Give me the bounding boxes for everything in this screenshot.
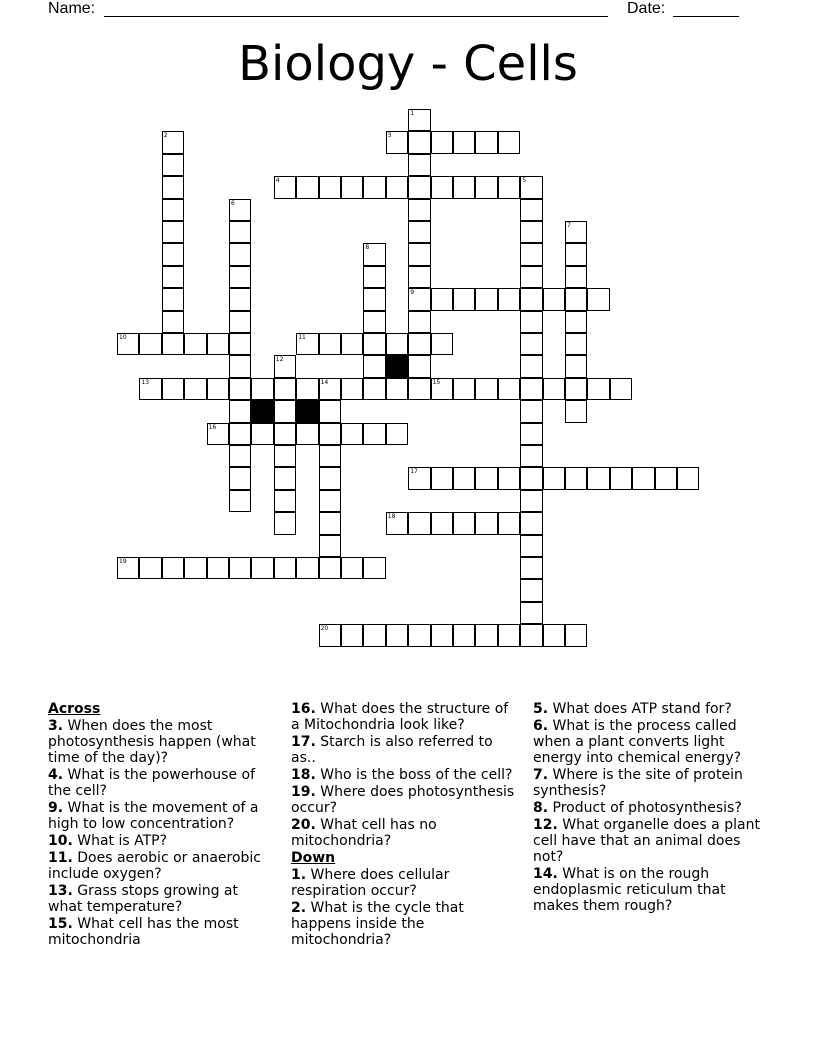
grid-cell[interactable] — [610, 467, 632, 489]
grid-cell[interactable] — [632, 467, 654, 489]
grid-cell[interactable] — [587, 288, 609, 310]
clue-number: 13 — [141, 378, 150, 386]
grid-cell[interactable] — [386, 378, 408, 400]
grid-cell[interactable] — [229, 490, 251, 512]
grid-cell[interactable] — [453, 288, 475, 310]
grid-cell[interactable] — [520, 490, 542, 512]
down-clue-7: 7. Where is the site of protein synthesis? — [533, 767, 743, 799]
clue-number: 19 — [119, 558, 127, 565]
grid-cell[interactable] — [498, 378, 520, 400]
grid-cell[interactable] — [565, 355, 587, 377]
grid-cell[interactable] — [229, 445, 251, 467]
grid-cell[interactable] — [431, 378, 453, 400]
clue-number: 16 — [208, 423, 217, 431]
grid-cell[interactable] — [475, 512, 497, 534]
across-clue-4: 4. What is the powerhouse of the cell? — [48, 767, 255, 799]
grid-cell[interactable] — [565, 400, 587, 422]
grid-cell[interactable] — [229, 266, 251, 288]
grid-cell[interactable] — [319, 400, 341, 422]
grid-cell[interactable] — [408, 266, 430, 288]
grid-cell[interactable] — [408, 624, 430, 646]
grid-cell[interactable] — [520, 400, 542, 422]
down-clue-1: 1. Where does cellular respiration occur? — [291, 867, 450, 899]
down-clue-5: 5. What does ATP stand for? — [533, 701, 732, 717]
grid-cell[interactable] — [229, 243, 251, 265]
grid-cell[interactable] — [498, 512, 520, 534]
grid-cell[interactable] — [408, 333, 430, 355]
grid-cell[interactable] — [162, 199, 184, 221]
across-clue-11: 11. Does aerobic or anaerobic include oxygen? — [48, 850, 262, 882]
grid-cell[interactable] — [587, 378, 609, 400]
grid-cell[interactable] — [229, 288, 251, 310]
grid-cell[interactable] — [162, 311, 184, 333]
grid-cell[interactable] — [520, 579, 542, 601]
clue-number: 6 — [231, 199, 235, 207]
clue-number: 14 — [320, 378, 329, 386]
grid-cell[interactable] — [520, 557, 542, 579]
grid-cell[interactable] — [386, 333, 408, 355]
grid-cell[interactable] — [386, 624, 408, 646]
grid-cell[interactable] — [139, 557, 161, 579]
clue-number: 7 — [567, 222, 571, 229]
clue-number: 20 — [320, 625, 329, 633]
grid-cell[interactable] — [162, 131, 184, 153]
clue-number: 5 — [522, 177, 527, 185]
across-clue-13: 13. Grass stops growing at what temperature? — [48, 883, 238, 915]
grid-cell[interactable] — [162, 221, 184, 243]
grid-cell[interactable] — [319, 467, 341, 489]
grid-cell[interactable] — [453, 624, 475, 646]
grid-cell[interactable] — [229, 467, 251, 489]
grid-cell[interactable] — [431, 131, 453, 153]
grid-cell[interactable] — [408, 355, 430, 377]
grid-cell[interactable] — [363, 311, 385, 333]
across-clue-20: 20. What cell has no mitochondria? — [291, 817, 437, 849]
clue-number: 12 — [275, 356, 284, 364]
grid-cell[interactable] — [520, 624, 542, 646]
grid-cell[interactable] — [453, 176, 475, 198]
grid-cell[interactable] — [565, 266, 587, 288]
grid-cell[interactable] — [408, 288, 430, 310]
grid-cell[interactable] — [274, 490, 296, 512]
grid-cell[interactable] — [520, 423, 542, 445]
clues-column-2 — [291, 701, 519, 949]
grid-cell[interactable] — [475, 288, 497, 310]
grid-cell[interactable] — [520, 288, 542, 310]
clue-number: 3 — [387, 132, 392, 140]
grid-cell[interactable] — [543, 624, 565, 646]
grid-cell[interactable] — [655, 467, 677, 489]
grid-cell[interactable] — [431, 176, 453, 198]
grid-cell[interactable] — [363, 355, 385, 377]
grid-cell[interactable] — [229, 557, 251, 579]
across-clue-19: 19. Where does photosynthesis occur? — [291, 784, 515, 816]
grid-cell[interactable] — [296, 423, 318, 445]
grid-cell[interactable] — [319, 624, 341, 646]
grid-cell[interactable] — [162, 176, 184, 198]
clue-number: 8 — [365, 244, 370, 252]
grid-cell[interactable] — [162, 154, 184, 176]
grid-cell[interactable] — [408, 467, 430, 489]
grid-cell[interactable] — [565, 288, 587, 310]
across-clue-3: 3. When does the most photosynthesis happen (what time of the day)? — [48, 718, 256, 766]
clue-number: 2 — [163, 132, 168, 140]
grid-cell[interactable] — [274, 557, 296, 579]
grid-cell[interactable] — [229, 400, 251, 422]
clue-number: 18 — [387, 513, 396, 521]
grid-cell[interactable] — [274, 378, 296, 400]
down-heading: Down — [291, 850, 336, 866]
grid-cell[interactable] — [408, 176, 430, 198]
grid-cell[interactable] — [363, 288, 385, 310]
grid-cell[interactable] — [475, 131, 497, 153]
grid-cell[interactable] — [408, 243, 430, 265]
down-clue-8: 8. Product of photosynthesis? — [533, 800, 742, 816]
grid-cell[interactable] — [274, 355, 296, 377]
grid-cell[interactable] — [363, 243, 385, 265]
grid-cell[interactable] — [453, 512, 475, 534]
grid-cell[interactable] — [520, 176, 542, 198]
across-clue-18: 18. Who is the boss of the cell? — [291, 767, 513, 783]
grid-cell[interactable] — [207, 557, 229, 579]
grid-cell[interactable] — [341, 624, 363, 646]
grid-cell[interactable] — [543, 467, 565, 489]
grid-cell[interactable] — [274, 467, 296, 489]
grid-cell[interactable] — [453, 131, 475, 153]
grid-cell[interactable] — [431, 512, 453, 534]
grid-cell[interactable] — [408, 221, 430, 243]
grid-cell[interactable] — [565, 333, 587, 355]
grid-cell[interactable] — [520, 199, 542, 221]
grid-cell[interactable] — [520, 535, 542, 557]
grid-cell[interactable] — [543, 378, 565, 400]
grid-cell[interactable] — [520, 266, 542, 288]
clue-number: 1 — [410, 110, 415, 117]
grid-cell[interactable] — [207, 423, 229, 445]
grid-cell[interactable] — [341, 176, 363, 198]
grid-cell[interactable] — [408, 311, 430, 333]
grid-cell[interactable] — [162, 333, 184, 355]
grid-cell[interactable] — [341, 423, 363, 445]
grid-cell[interactable] — [431, 467, 453, 489]
grid-cell[interactable] — [565, 221, 587, 243]
grid-cell[interactable] — [565, 243, 587, 265]
grid-cell[interactable] — [565, 624, 587, 646]
grid-cell[interactable] — [363, 176, 385, 198]
grid-cell[interactable] — [453, 467, 475, 489]
grid-cell[interactable] — [520, 243, 542, 265]
grid-cell[interactable] — [475, 378, 497, 400]
grid-cell[interactable] — [229, 423, 251, 445]
grid-cell[interactable] — [162, 288, 184, 310]
grid-cell[interactable] — [251, 557, 273, 579]
clue-number: 10 — [119, 334, 127, 341]
grid-cell[interactable] — [565, 378, 587, 400]
grid-cell[interactable] — [184, 378, 206, 400]
grid-cell[interactable] — [520, 467, 542, 489]
grid-cell[interactable] — [408, 199, 430, 221]
grid-cell[interactable] — [520, 355, 542, 377]
grid-cell[interactable] — [296, 378, 318, 400]
clues-column-1 — [48, 701, 273, 949]
clues-column-3 — [533, 701, 765, 915]
grid-cell[interactable] — [319, 333, 341, 355]
grid-cell[interactable] — [274, 445, 296, 467]
grid-cell[interactable] — [274, 512, 296, 534]
grid-cell[interactable] — [319, 176, 341, 198]
clue-number: 4 — [275, 177, 280, 185]
across-clue-15: 15. What cell has the most mitochondria — [48, 916, 239, 948]
grid-cell[interactable] — [520, 445, 542, 467]
page-title: Biology - Cells — [238, 36, 578, 92]
across-clue-9: 9. What is the movement of a high to low concentration? — [48, 800, 259, 832]
black-square — [386, 355, 408, 377]
grid-cell[interactable] — [229, 221, 251, 243]
grid-cell[interactable] — [363, 624, 385, 646]
grid-cell[interactable] — [520, 378, 542, 400]
grid-cell[interactable] — [610, 378, 632, 400]
grid-cell[interactable] — [229, 355, 251, 377]
grid-cell[interactable] — [207, 333, 229, 355]
grid-cell[interactable] — [475, 176, 497, 198]
grid-cell[interactable] — [139, 333, 161, 355]
grid-cell[interactable] — [498, 624, 520, 646]
grid-cell[interactable] — [386, 423, 408, 445]
grid-cell[interactable] — [251, 423, 273, 445]
black-square — [296, 400, 318, 422]
grid-cell[interactable] — [453, 378, 475, 400]
grid-cell[interactable] — [319, 445, 341, 467]
date-label: Date: — [627, 0, 666, 17]
grid-cell[interactable] — [162, 557, 184, 579]
name-label: Name: — [48, 0, 96, 17]
grid-cell[interactable] — [229, 333, 251, 355]
grid-cell[interactable] — [363, 557, 385, 579]
grid-cell[interactable] — [117, 557, 139, 579]
grid-cell[interactable] — [498, 131, 520, 153]
grid-cell[interactable] — [520, 221, 542, 243]
grid-cell[interactable] — [341, 378, 363, 400]
down-clue-12: 12. What organelle does a plant cell have that an animal does not? — [533, 817, 760, 865]
down-clue-14: 14. What is on the rough endoplasmic reticulum that makes them rough? — [533, 866, 726, 914]
grid-cell[interactable] — [520, 333, 542, 355]
clue-number: 11 — [298, 334, 306, 341]
grid-cell[interactable] — [431, 624, 453, 646]
down-clue-6: 6. What is the process called when a plant converts light energy into chemical energy? — [533, 718, 742, 766]
grid-cell[interactable] — [587, 467, 609, 489]
grid-cell[interactable] — [565, 311, 587, 333]
grid-cell[interactable] — [408, 109, 430, 131]
grid-cell[interactable] — [565, 467, 587, 489]
grid-cell[interactable] — [431, 288, 453, 310]
grid-cell[interactable] — [229, 199, 251, 221]
grid-cell[interactable] — [498, 467, 520, 489]
grid-cell[interactable] — [229, 311, 251, 333]
grid-cell[interactable] — [677, 467, 699, 489]
grid-cell[interactable] — [162, 266, 184, 288]
grid-cell[interactable] — [341, 557, 363, 579]
grid-cell[interactable] — [498, 288, 520, 310]
grid-cell[interactable] — [184, 557, 206, 579]
grid-cell[interactable] — [408, 154, 430, 176]
clue-number: 9 — [410, 289, 415, 297]
grid-cell[interactable] — [475, 624, 497, 646]
clue-number: 15 — [432, 378, 441, 386]
grid-cell[interactable] — [319, 535, 341, 557]
grid-cell[interactable] — [319, 378, 341, 400]
black-square — [251, 400, 273, 422]
grid-cell[interactable] — [363, 378, 385, 400]
grid-cell[interactable] — [184, 333, 206, 355]
grid-cell[interactable] — [520, 311, 542, 333]
grid-cell[interactable] — [319, 490, 341, 512]
grid-cell[interactable] — [162, 243, 184, 265]
grid-cell[interactable] — [386, 512, 408, 534]
across-clue-16: 16. What does the structure of a Mitochondria look like? — [291, 701, 509, 733]
grid-cell[interactable] — [363, 423, 385, 445]
grid-cell[interactable] — [363, 266, 385, 288]
grid-cell[interactable] — [319, 512, 341, 534]
grid-cell[interactable] — [139, 378, 161, 400]
down-clue-2: 2. What is the cycle that happens inside the mitochondria? — [291, 900, 464, 948]
grid-cell[interactable] — [475, 467, 497, 489]
grid-cell[interactable] — [296, 557, 318, 579]
across-heading: Across — [48, 701, 101, 717]
grid-cell[interactable] — [408, 512, 430, 534]
grid-cell[interactable] — [319, 557, 341, 579]
across-clue-17: 17. Starch is also referred to as.. — [291, 734, 493, 766]
grid-cell[interactable] — [319, 423, 341, 445]
grid-cell[interactable] — [117, 333, 139, 355]
across-clue-10: 10. What is ATP? — [48, 833, 168, 849]
grid-cell[interactable] — [431, 333, 453, 355]
grid-cell[interactable] — [229, 378, 251, 400]
grid-cell[interactable] — [408, 131, 430, 153]
clue-number: 17 — [410, 468, 418, 476]
grid-cell[interactable] — [386, 131, 408, 153]
grid-cell[interactable] — [408, 378, 430, 400]
grid-cell[interactable] — [341, 333, 363, 355]
grid-cell[interactable] — [498, 176, 520, 198]
grid-cell[interactable] — [386, 176, 408, 198]
grid-cell[interactable] — [520, 512, 542, 534]
grid-cell[interactable] — [296, 333, 318, 355]
grid-cell[interactable] — [274, 423, 296, 445]
grid-cell[interactable] — [274, 176, 296, 198]
grid-cell[interactable] — [207, 378, 229, 400]
grid-cell[interactable] — [251, 378, 273, 400]
grid-cell[interactable] — [296, 176, 318, 198]
grid-cell[interactable] — [363, 333, 385, 355]
grid-cell[interactable] — [162, 378, 184, 400]
grid-cell[interactable] — [274, 400, 296, 422]
grid-cell[interactable] — [543, 288, 565, 310]
grid-cell[interactable] — [520, 602, 542, 624]
